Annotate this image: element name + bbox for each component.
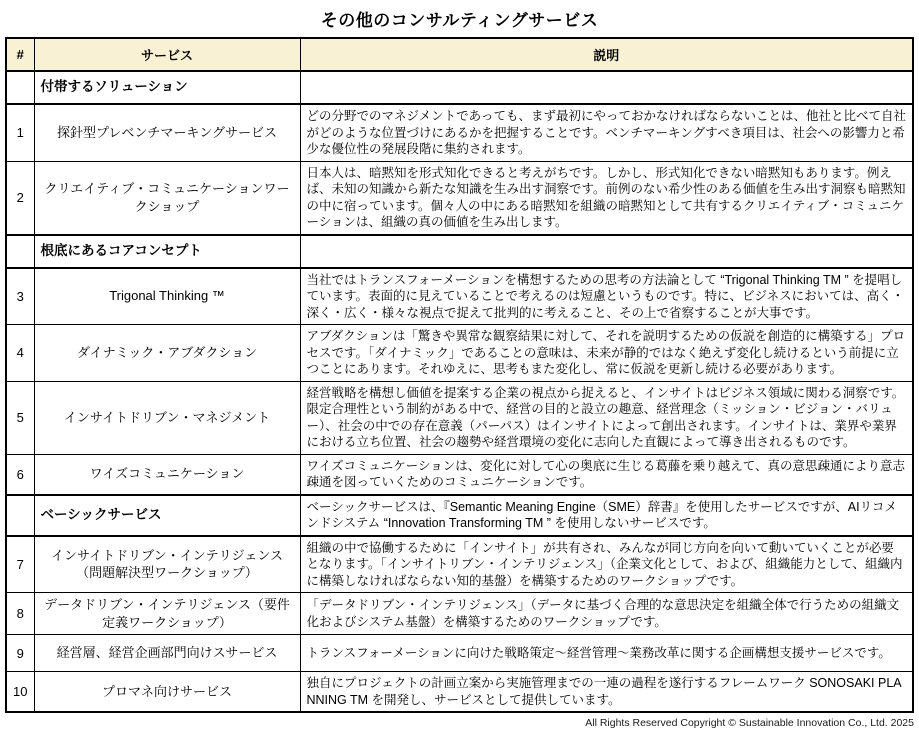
row-number: 8 [6,593,34,635]
copyright-text: All Rights Reserved Copyright © Sustainable Innovation Co., Ltd. 2025 [585,717,914,729]
service-description: 独自にプロジェクトの計画立案から実施管理までの一連の過程を遂行するフレームワーク SONOSAKI PLANNING TM を開発し、サービスとして提供しています。 [300,672,913,713]
service-description: 「データドリブン・インテリジェンス」（データに基づく合理的な意思決定を組織全体で行うための組織文化およびシステム基盤）を構築するためのワークショップです。 [300,593,913,635]
service-description [300,71,913,104]
service-name: インサイトドリブン・マネジメント [34,381,300,454]
page-title: その他のコンサルティングサービス [320,11,599,30]
table-row [6,635,913,672]
service-description: どの分野でのマネジメントであっても、まず最初にやっておかなければならないことは、他社と比べて自社がどのような位置づけにあるかを把握することです。ベンチマーキングすべき項目は、社会への影響力と希少な優位性の発展段階に集約されます。 [300,104,913,161]
column-header-description: 説明 [300,38,913,71]
service-name: データドリブン・インテリジェンス（要件定義ワークショップ） [34,593,300,635]
section-row [6,71,913,104]
service-description: アブダクションは「驚きや異常な観察結果に対して、それを説明するための仮説を創造的に構築する」プロセスです。「ダイナミック」であることの意味は、未来が静的ではなく絶えず変化し続けるという前提に立つことにあります。それゆえに、思考もまた変化し、常に仮説を更新し続ける必要があります。 [300,325,913,382]
service-description: ワイズコミュニケーションは、変化に対して心の奥底に生じる葛藤を乗り越えて、真の意思疎通により意志疎通を図っていくためのコミュニケーションです。 [300,454,913,495]
service-name: クリエイティブ・コミュニケーションワークショップ [34,161,300,235]
row-number: 1 [6,104,34,161]
section-row [6,495,913,536]
service-description: 組織の中で協働するために「インサイト」が共有され、みんなが同じ方向を向いて動いていくことが必要となります。「インサイトリブン・インテリジェンス」（企業文化として、および、組織能力として、組織内に構築しなければならない知的基盤）を構築するためのワークショップです。 [300,536,913,593]
header-row [6,38,913,71]
section-row [6,235,913,268]
service-name: ダイナミック・アブダクション [34,325,300,382]
row-number: 9 [6,635,34,672]
table-row [6,536,913,593]
row-number: 7 [6,536,34,593]
row-number [6,235,34,268]
service-description [300,235,913,268]
column-header-service: サービス [34,38,300,71]
service-description: トランスフォーメーションに向けた戦略策定～経営管理～業務改革に関する企画構想支援サービスです。 [300,635,913,672]
services-table [5,37,914,713]
service-name: 付帯するソリューション [34,71,300,104]
table-body [6,71,913,712]
row-number: 3 [6,268,34,325]
service-name: 根底にあるコアコンセプト [34,235,300,268]
service-name: Trigonal Thinking ™ [34,268,300,325]
service-name: ワイズコミュニケーション [34,454,300,495]
service-name: 探針型プレベンチマーキングサービス [34,104,300,161]
service-name: ベーシックサービス [34,495,300,536]
table-row [6,672,913,713]
table-row [6,161,913,235]
row-number: 10 [6,672,34,713]
table-row [6,381,913,454]
service-name: 経営層、経営企画部門向けスサービス [34,635,300,672]
table-row [6,593,913,635]
table-row [6,454,913,495]
row-number [6,71,34,104]
service-description: ベーシックサービスは、『Semantic Meaning Engine（SME）辞書』を使用したサービスですが、AIリコメンドシステム “Innovation Transforming TM ” を使用しないサービスです。 [300,495,913,536]
service-description: 日本人は、暗黙知を形式知化できると考えがちです。しかし、形式知化できない暗黙知もあります。例えば、未知の知識から新たな知識を生み出す洞察です。前例のない希少性のある価値を生み出す洞察も暗黙知の中に宿っています。個々人の中にある暗黙知を組織の暗黙知として共有するクリエイティブ・コミュニケーションは、組織の真の価値を生み出します。 [300,161,913,235]
row-number: 6 [6,454,34,495]
service-name: インサイトドリブン・インテリジェンス（問題解決型ワークショップ） [34,536,300,593]
row-number: 5 [6,381,34,454]
service-description: 経営戦略を構想し価値を提案する企業の視点から捉えると、インサイトはビジネス領域に関わる洞察です。限定合理性という制約がある中で、経営の目的と設立の趣意、経営理念（ミッション・ビジョン・バリュー）、社会の中での存在意義（パーパス）はインサイトによって創出されます。インサイトは、業界や業界における立ち位置、社会の趨勢や経営環境の変化に志向した直観によって導き出されるものです。 [300,381,913,454]
table-row [6,104,913,161]
row-number [6,495,34,536]
row-number: 4 [6,325,34,382]
column-header-number: # [6,38,34,71]
service-name: プロマネ向けサービス [34,672,300,713]
table-row [6,268,913,325]
row-number: 2 [6,161,34,235]
table-header [6,38,913,71]
service-description: 当社ではトランスフォーメーションを構想するための思考の方法論として “Trigonal Thinking TM ” を提唱しています。表面的に見えていることで考えるのは短慮というものです。特に、ビジネスにおいては、高く・深く・広く・様々な視点で捉えて批判的に考えること、その上で省察することが大事です。 [300,268,913,325]
table-row [6,325,913,382]
